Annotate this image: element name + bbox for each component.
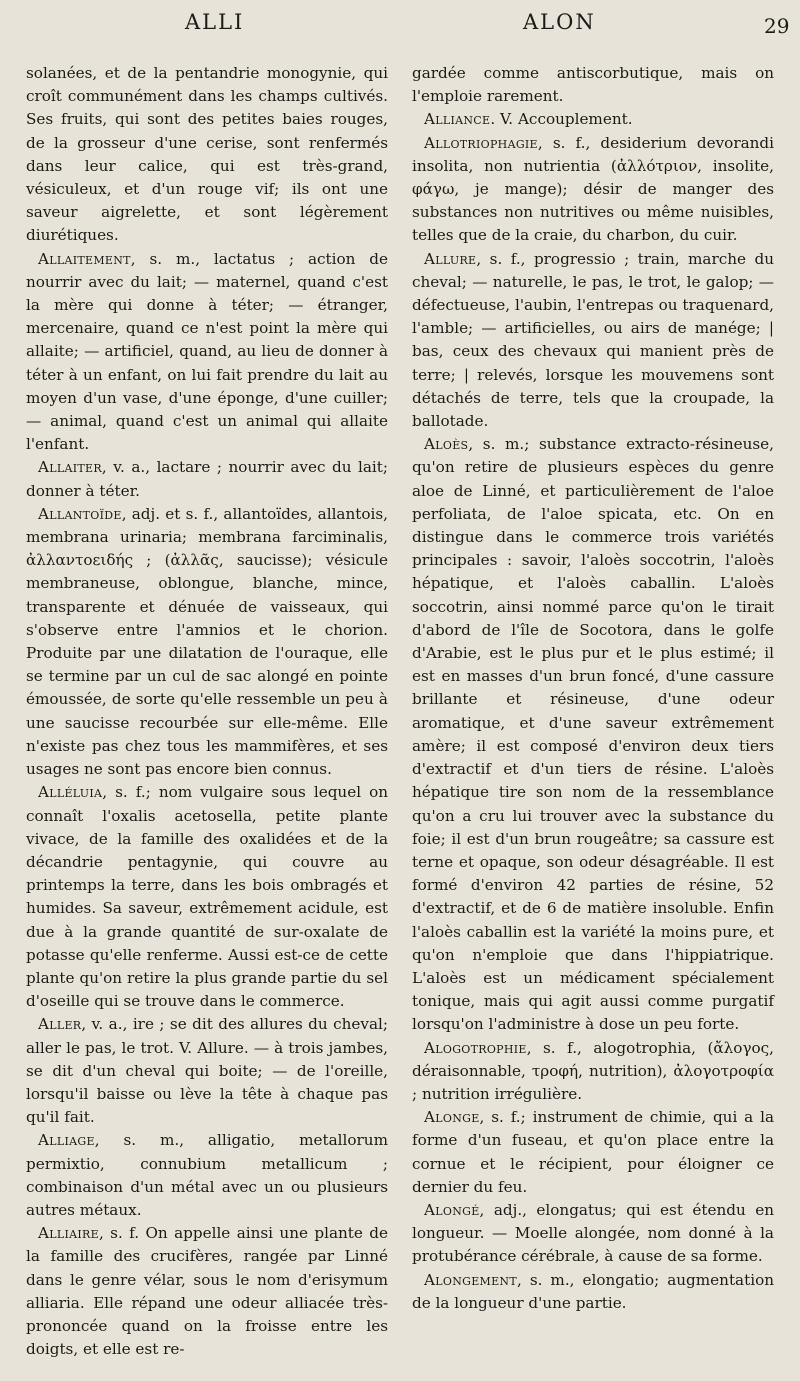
dictionary-entry — [26, 62, 388, 248]
right-column — [412, 62, 774, 1315]
entry-text: , s. f., alogotrophia, (ἄλογος, déraisonnable, τροφή, nutrition), ἀλογοτροφία ; nutrition irrégulière. — [412, 1038, 774, 1103]
entry-text: , s. f.; instrument de chimie, qui a la forme d'un fuseau, et qu'on place entre la cornue et le récipient, pour éloigner ce dernier du feu. — [412, 1108, 774, 1196]
running-head-right: ALON — [523, 10, 596, 34]
dictionary-entry — [26, 503, 388, 781]
entry-headword: Aloès — [424, 435, 469, 454]
dictionary-entry — [412, 1199, 774, 1269]
entry-headword: Alongé — [424, 1200, 480, 1219]
entry-text: , s. m., lactatus ; action de nourrir avec du lait; — maternel, quand c'est la mère qui donne à téter; — étranger, mercenaire, quand ce n'est point la mère qui allaite; — artificiel, quand, au lieu de donner à téter à un enfant, on lui fait prendre du lait au moyen d'un vase, d'une éponge, d'une cuiller; — animal, quand c'est un animal qui allaite l'enfant. — [26, 249, 388, 454]
entry-headword: Alliage — [38, 1131, 95, 1150]
entry-headword: Allaitement — [38, 249, 131, 268]
entry-text: , s. f. On appelle ainsi une plante de la famille des crucifères, rangée par Linné dans le genre vélar, sous le nom d'erisymum alliaria. Elle répand une odeur alliacée très-prononcée quand on la froisse entre les doigts, et elle est re- — [26, 1224, 388, 1359]
dictionary-entry — [26, 248, 388, 457]
entry-text: , s. m.; substance extracto-résineuse, qu'on retire de plusieurs espèces du genre aloe de Linné, et particulièrement de l'aloe perfoliata, de l'aloe spicata, etc. On en distingue dans le commerce trois variétés principales : savoir, l'aloès soccotrin, l'aloès hépatique, et l'aloès caballin. L'aloès soccotrin, ainsi nommé parce qu'on le tirait d'abord de l'île de Socotora, dans le golfe d'Arabie, est le plus pur et le plus estimé; il est en masses d'un brun foncé, d'une cassure brillante et résineuse, d'une odeur aromatique, et d'une saveur extrêmement amère; il est composé d'environ deux tiers d'extractif et d'un tiers de résine. L'aloès hépatique tire son nom de la ressemblance qu'on a cru lui trouver avec la substance du foie; il est d'un brun rougeâtre; sa cassure est terne et opaque, son odeur désagréable. Il est formé d'environ 42 parties de résine, 52 d'extractif, et de 6 de matière insoluble. Enfin l'aloès caballin est la variété la moins pure, et qu'on n'emploie que dans l'hippiatrique. L'aloès est un médicament spécialement tonique, mais qui agit aussi comme purgatif lorsqu'on l'administre à dose un peu forte. — [412, 435, 774, 1034]
entry-headword: Allotriophagie — [424, 133, 538, 152]
entry-text: , v. a., ire ; se dit des allures du cheval; aller le pas, le trot. V. Allure. — à trois jambes, se dit d'un cheval qui boite; — de l'oreille, lorsqu'il baisse ou lève la tête à chaque pas qu'il fait. — [26, 1015, 388, 1127]
dictionary-entry — [26, 1222, 388, 1361]
dictionary-entry — [412, 433, 774, 1036]
entry-headword: Alogotrophie — [424, 1038, 527, 1057]
entry-text: solanées, et de la pentandrie monogynie, qui croît communément dans les champs cultivés. Ses fruits, qui sont des petites baies rouges, de la grosseur d'une cerise, sont renfermés dans leur calice, qui est très-grand, vésiculeux, et d'un rouge vif; ils ont une saveur aigrelette, et sont légèrement diurétiques. — [26, 64, 388, 245]
dictionary-entry — [26, 1129, 388, 1222]
entry-text: , adj. et s. f., allantoïdes, allantois, membrana urinaria; membrana farciminalis, ἀλλαντοειδής ; (ἀλλᾶς, saucisse); vésicule membraneuse, oblongue, blanche, mince, transparente et dénuée de vaisseaux, qui s'observe entre l'amnios et le chorion. Produite par une dilatation de l'ouraque, elle se termine par un cul de sac alongé en pointe émoussée, de sorte qu'elle ressemble un peu à une saucisse recourbée sur elle-même. Elle n'existe pas chez tous les mammifères, et ses usages ne sont pas encore bien connus. — [26, 504, 388, 779]
entry-text: , s. m., alligatio, metallorum permixtio, connubium metallicum ; combinaison d'un métal avec un ou plusieurs autres métaux. — [26, 1131, 388, 1219]
entry-headword: Aller — [38, 1015, 82, 1034]
dictionary-entry — [412, 132, 774, 248]
entry-headword: Alliaire — [38, 1224, 99, 1243]
entry-text: , s. f., progressio ; train, marche du cheval; — naturelle, le pas, le trot, le galop; — défectueuse, l'aubin, l'entrepas ou traquenard, l'amble; — artificielles, ou airs de manége; | bas, ceux des chevaux qui manient près de terre; | relevés, lorsque les mouvemens sont détachés de terre, tels que la croupade, la ballotade. — [412, 249, 774, 431]
entry-text: . V. Accouplement. — [490, 110, 633, 129]
entry-headword: Alongement — [424, 1270, 517, 1289]
entry-text: , s. m., elongatio; augmentation de la longueur d'une partie. — [412, 1270, 774, 1312]
running-head-left: ALLI — [185, 10, 245, 34]
entry-headword: Alléluia — [38, 783, 103, 802]
page-number: 29 — [764, 14, 790, 38]
entry-text: , s. f.; nom vulgaire sous lequel on connaît l'oxalis acetosella, petite plante vivace, de la famille des oxalidées et de la décandrie pentagynie, qui couvre au printemps la terre, dans les bois ombragés et humides. Sa saveur, extrêmement acidule, est due à la grande quantité de sur-oxalate de potasse qu'elle renferme. Aussi est-ce de cette plante qu'on retire la plus grande partie du sel d'oseille qui se trouve dans le commerce. — [26, 783, 388, 1011]
dictionary-entry — [412, 1037, 774, 1107]
entry-headword: Allure — [424, 249, 477, 268]
entry-headword: Alonge — [424, 1108, 480, 1127]
dictionary-entry — [26, 781, 388, 1013]
entry-text: gardée comme antiscorbutique, mais on l'emploie rarement. — [412, 64, 774, 106]
dictionary-entry — [412, 62, 774, 108]
entry-text: , s. f., desiderium devorandi insolita, non nutrientia (ἀλλότριον, insolite, φάγω, je mange); désir de manger des substances non nutritives ou même nuisibles, telles que de la craie, du charbon, du cuir. — [412, 133, 774, 245]
dictionary-entry — [26, 1013, 388, 1129]
dictionary-entry — [412, 248, 774, 434]
entry-headword: Allaiter — [38, 458, 102, 477]
dictionary-entry — [412, 108, 774, 131]
entry-headword: Allantoïde — [38, 504, 122, 523]
entry-text: , adj., elongatus; qui est étendu en longueur. — Moelle alongée, nom donné à la protubérance cérébrale, à cause de sa forme. — [412, 1200, 774, 1266]
dictionary-entry — [412, 1106, 774, 1199]
dictionary-entry — [26, 456, 388, 502]
entry-headword: Alliance — [424, 110, 491, 129]
dictionary-entry — [412, 1269, 774, 1315]
entry-text: , v. a., lactare ; nourrir avec du lait; donner à téter. — [26, 458, 388, 500]
left-column — [26, 62, 388, 1361]
